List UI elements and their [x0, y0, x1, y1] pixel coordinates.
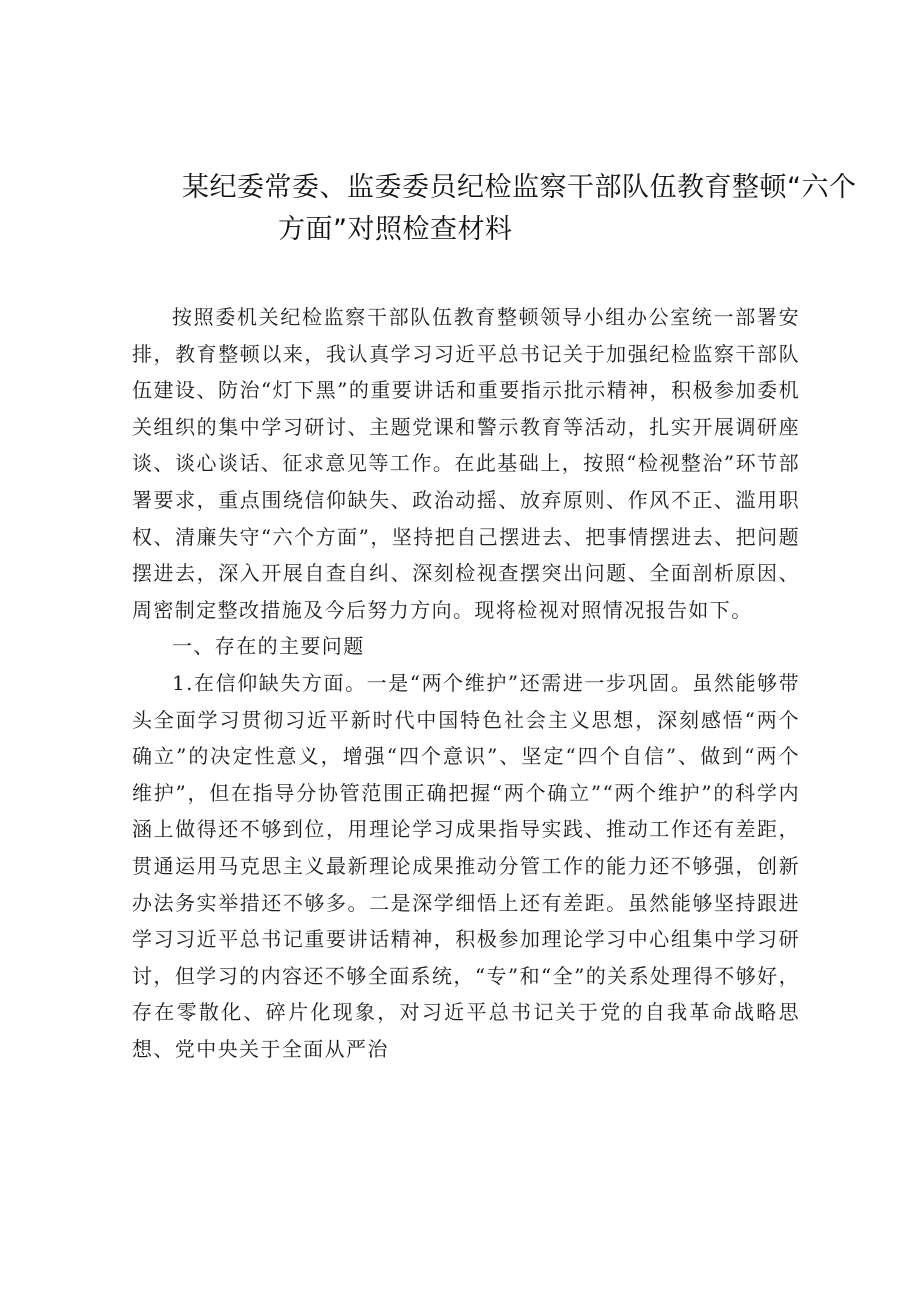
- document-body: [132, 299, 800, 1067]
- title-line-2: 方面”对照检查材料: [278, 214, 513, 245]
- section-heading: 一、存在的主要问题: [172, 634, 365, 659]
- title-line-1: 某纪委常委、监委委员纪检监察干部队伍教育整顿“六个: [182, 172, 857, 203]
- document-title: [160, 167, 857, 251]
- intro-paragraph: 按照委机关纪检监察干部队伍教育整顿领导小组办公室统一部署安排，教育整顿以来，我认真学习习近平总书记关于加强纪检监察干部队伍建设、防治“灯下黑”的重要讲话和重要指示批示精神，积极参加委机关组织的集中学习研讨、主题党课和警示教育等活动，扎实开展调研座谈、谈心谈话、征求意见等工作。在此基础上，按照“检视整治”环节部署要求，重点围绕信仰缺失、政治动摇、放弃原则、作风不正、滥用职权、清廉失守“六个方面”，坚持把自己摆进去、把事情摆进去、把问题摆进去，深入开展自查自纠、深刻检视查摆突出问题、全面剖析原因、周密制定整改措施及今后努力方向。现将检视对照情况报告如下。: [132, 305, 800, 622]
- item1-paragraph: 1.在信仰缺失方面。一是“两个维护”还需进一步巩固。虽然能够带头全面学习贯彻习近平新时代中国特色社会主义思想，深刻感悟“两个确立”的决定性意义，增强“四个意识”、坚定“四个自信”、做到“两个维护”，但在指导分协管范围正确把握“两个确立”“两个维护”的科学内涵上做得还不够到位，用理论学习成果指导实践、推动工作还有差距，贯通运用马克思主义最新理论成果推动分管工作的能力还不够强，创新办法务实举措还不够多。二是深学细悟上还有差距。虽然能够坚持跟进学习习近平总书记重要讲话精神，积极参加理论学习中心组集中学习研讨，但学习的内容还不够全面系统，“专”和“全”的关系处理得不够好，存在零散化、碎片化现象，对习近平总书记关于党的自我革命战略思想、党中央关于全面从严治: [132, 670, 800, 1061]
